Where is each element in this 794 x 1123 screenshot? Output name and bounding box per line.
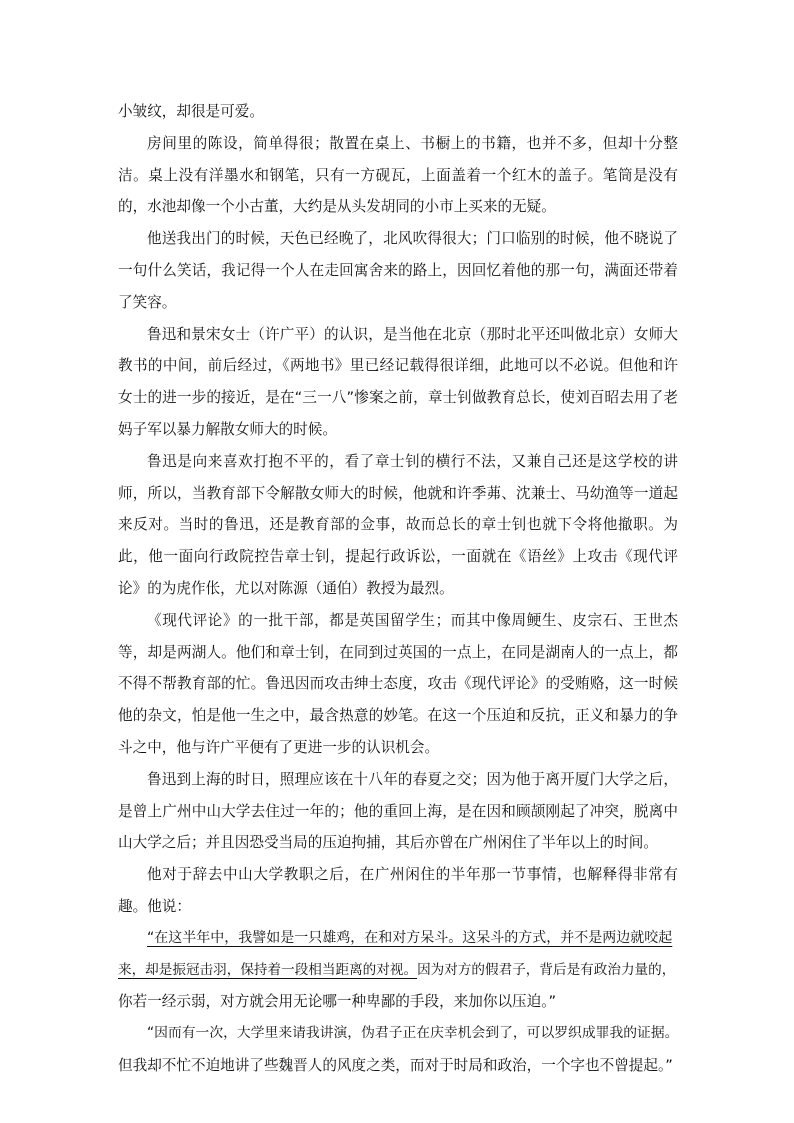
paragraph-2: 房间里的陈设，简单得很；散置在桌上、书橱上的书籍，也并不多，但却十分整洁。桌上没有洋墨水和钢笔，只有一方砚瓦，上面盖着一个红木的盖子。笔筒是没有的，水池却像一个小古董，大约是从头发胡同的小市上买来的无疑。 [118,134,678,216]
paragraph-8: 他对于辞去中山大学教职之后，在广州闲住的半年那一节事情，也解释得非常有趣。他说： [118,866,678,915]
quote-1-line-3: 你若一经示弱，对方就会用无论哪一种卑鄙的手段，来加你以压迫。” [118,993,557,1011]
quote-block-2 [118,1018,678,1082]
paragraph-4: 鲁迅和景宋女士（许广平）的认识，是当他在北京（那时北平还叫做北京）女师大教书的中间，前后经过，《两地书》里已经记载得很详细，此地可以不必说。但他和许女士的进一步的接近，是在“三一八”惨案之前，章士钊做教育总长，使刘百昭去用了老妈子军以暴力解散女师大的时候。 [118,325,678,438]
paragraph-3: 他送我出门的时候，天色已经晚了，北风吹得很大；门口临别的时候，他不晓说了一句什么笑话，我记得一个人在走回寓舍来的路上，因回忆着他的那一句，满面还带着了笑容。 [118,230,678,311]
paragraph-6: 《现代评论》的一批干部，都是英国留学生；而其中像周鲠生、皮宗石、王世杰等，却是两湖人。他们和章士钊，在同到过英国的一点上，在同是湖南人的一点上，都不得不帮教育部的忙。鲁迅因而攻击绅士态度，攻击《现代评论》的受贿赂，这一时候他的杂文，怕是他一生之中，最含热意的妙笔。在这一个压迫和反抗，正义和暴力的争斗之中，他与许广平便有了更进一步的认识机会。 [118,611,678,756]
document-body [118,96,678,1082]
quote-1-underlined-line-1: “在这半年中，我譬如是一只雄鸡，在和对方呆斗。这呆斗的方式，并不是两边就咬起 [147,929,673,946]
quote-1-line-2-rest: 因为对方的假君子，背后是有政治力量的， [417,961,676,978]
paragraph-1: 小皱纹，却很是可爱。 [118,103,264,120]
quote-block-1 [118,923,678,1018]
paragraph-7: 鲁迅到上海的时日，照理应该在十八年的春夏之交；因为他于离开厦门大学之后，是曾上广州中山大学去住过一年的；他的重回上海，是在因和顾颉刚起了冲突，脱离中山大学之后；并且因恐受当局的压迫拘捕，其后亦曾在广州闲住了半年以上的时间。 [118,770,678,852]
quote-2-line-1: “因而有一次，大学里来请我讲演，伪君子正在庆幸机会到了，可以罗织成罪我的证据。 [147,1025,679,1042]
quote-1-underlined-line-2: 来，却是振冠击羽，保持着一段相当距离的对视。 [118,961,418,978]
paragraph-5: 鲁迅是向来喜欢打抱不平的，看了章士钊的横行不法，又兼自己还是这学校的讲师，所以，当教育部下令解散女师大的时候，他就和许季茀、沈兼士、马幼渔等一道起来反对。当时的鲁迅，还是教育部的佥事，故而总长的章士钊也就下令将他撤职。为此，他一面向行政院控告章士钊，提起行政诉讼，一面就在《语丝》上攻击《现代评论》的为虎作伥，尤以对陈源（通伯）教授为最烈。 [118,452,678,597]
quote-2-line-2: 但我却不忙不迫地讲了些魏晋人的风度之类，而对于时局和政治，一个字也不曾提起。” [118,1056,673,1074]
